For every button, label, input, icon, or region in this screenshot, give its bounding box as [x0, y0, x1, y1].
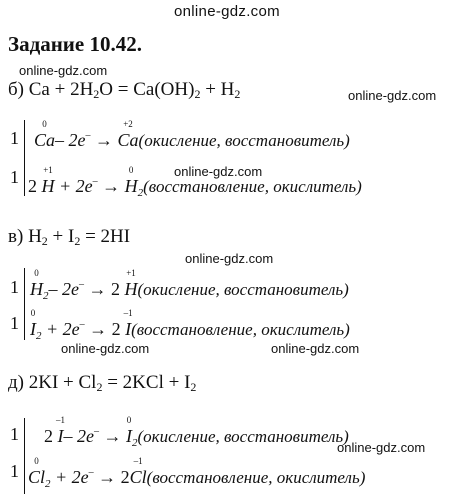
element: H +1	[124, 268, 138, 299]
element: Cl –1	[129, 456, 147, 487]
oxidation-state: 0	[126, 415, 132, 425]
watermark-7: online-gdz.com	[337, 440, 426, 455]
balance-coef: 1	[10, 167, 19, 187]
watermark-5: online-gdz.com	[61, 341, 150, 356]
reaction-note: (восстановление, окислитель)	[146, 468, 366, 487]
balance-coef: 1	[10, 277, 19, 297]
equation-part: = 2HI	[80, 226, 131, 247]
element: I 0	[126, 415, 132, 446]
half-reaction: Cl 0 $_2$ + 2e– → 2Cl –1 (восстановление, окислитель)	[28, 456, 366, 490]
equation-sub: 2	[234, 87, 241, 101]
oxidation-state: 0	[34, 456, 39, 466]
watermark-1: online-gdz.com	[19, 63, 108, 78]
watermark-4: online-gdz.com	[185, 251, 274, 266]
equation-part: = 2KCl + I	[102, 372, 191, 393]
section-label: б)	[8, 79, 24, 100]
oxidation-state: –1	[56, 415, 65, 425]
equation-sub: 2	[74, 234, 81, 248]
oxidation-state: 0	[42, 119, 47, 129]
element: H +1	[41, 165, 55, 196]
section-label: в)	[8, 226, 24, 247]
element: I –1	[56, 415, 65, 446]
task-title: Задание 10.42.	[8, 32, 142, 56]
equation-b	[8, 79, 240, 102]
equation-v	[8, 226, 130, 249]
half-reaction: 2 I –1 – 2e– → I 0 $_2$(окисление, восстановитель)	[44, 415, 349, 449]
oxidation-state: +1	[43, 165, 53, 175]
oxidation-state: +1	[126, 268, 136, 278]
balance-bar	[24, 418, 25, 494]
watermark-6: online-gdz.com	[271, 341, 360, 356]
balance-coef: 1	[10, 128, 19, 148]
half-reaction: H 0 $_2$– 2e– → 2 H +1 (окисление, восстановитель)	[30, 268, 349, 302]
balance-bar	[24, 268, 25, 340]
equation-part: Ca + 2H	[28, 79, 94, 100]
watermark-2: online-gdz.com	[348, 88, 437, 103]
equation-sub: 2	[190, 380, 197, 394]
element: H 0	[30, 268, 43, 299]
element: I –1	[123, 308, 133, 339]
reaction-note: (окисление, восстановитель)	[138, 131, 350, 150]
equation-part: O = Ca(OH)	[99, 79, 195, 100]
oxidation-state: 0	[34, 268, 39, 278]
element: I 0	[30, 308, 36, 339]
reaction-note: (окисление, восстановитель)	[137, 280, 349, 299]
reaction-note: (окисление, восстановитель)	[137, 427, 349, 446]
oxidation-state: –1	[133, 456, 143, 466]
half-reaction: 2 H +1 + 2e– → H 0 $_2$(восстановление, окислитель)	[28, 165, 362, 199]
balance-coef: 1	[10, 313, 19, 333]
equation-part: H	[28, 226, 42, 247]
oxidation-state: 0	[128, 165, 134, 175]
reaction-note: (восстановление, окислитель)	[143, 177, 362, 196]
half-reaction: I 0 $_2$ + 2e– → 2 I –1 (восстановление, окислитель)	[30, 308, 350, 342]
reaction-note: (восстановление, окислитель)	[131, 320, 350, 339]
watermark-3: online-gdz.com	[174, 164, 263, 179]
oxidation-state: –1	[123, 308, 133, 318]
watermark-top: online-gdz.com	[174, 3, 280, 20]
section-label: д)	[8, 372, 24, 393]
equation-part: 2KI + Cl	[28, 372, 97, 393]
equation-sub: 2	[96, 380, 103, 394]
element: H 0	[124, 165, 138, 196]
oxidation-state: +2	[123, 119, 133, 129]
balance-bar	[24, 120, 25, 196]
equation-part: + H	[200, 79, 235, 100]
element: Ca 0	[34, 119, 56, 150]
equation-sub: 2	[194, 87, 201, 101]
balance-coef: 1	[10, 461, 19, 481]
equation-d	[8, 372, 196, 395]
element: Ca +2	[117, 119, 139, 150]
oxidation-state: 0	[30, 308, 36, 318]
equation-sub: 2	[93, 87, 100, 101]
half-reaction: Ca 0 – 2e– → Ca +2 (окисление, восстановитель)	[34, 119, 350, 150]
element: Cl 0	[28, 456, 46, 487]
balance-coef: 1	[10, 424, 19, 444]
equation-part: + I	[47, 226, 75, 247]
equation-sub: 2	[41, 234, 48, 248]
